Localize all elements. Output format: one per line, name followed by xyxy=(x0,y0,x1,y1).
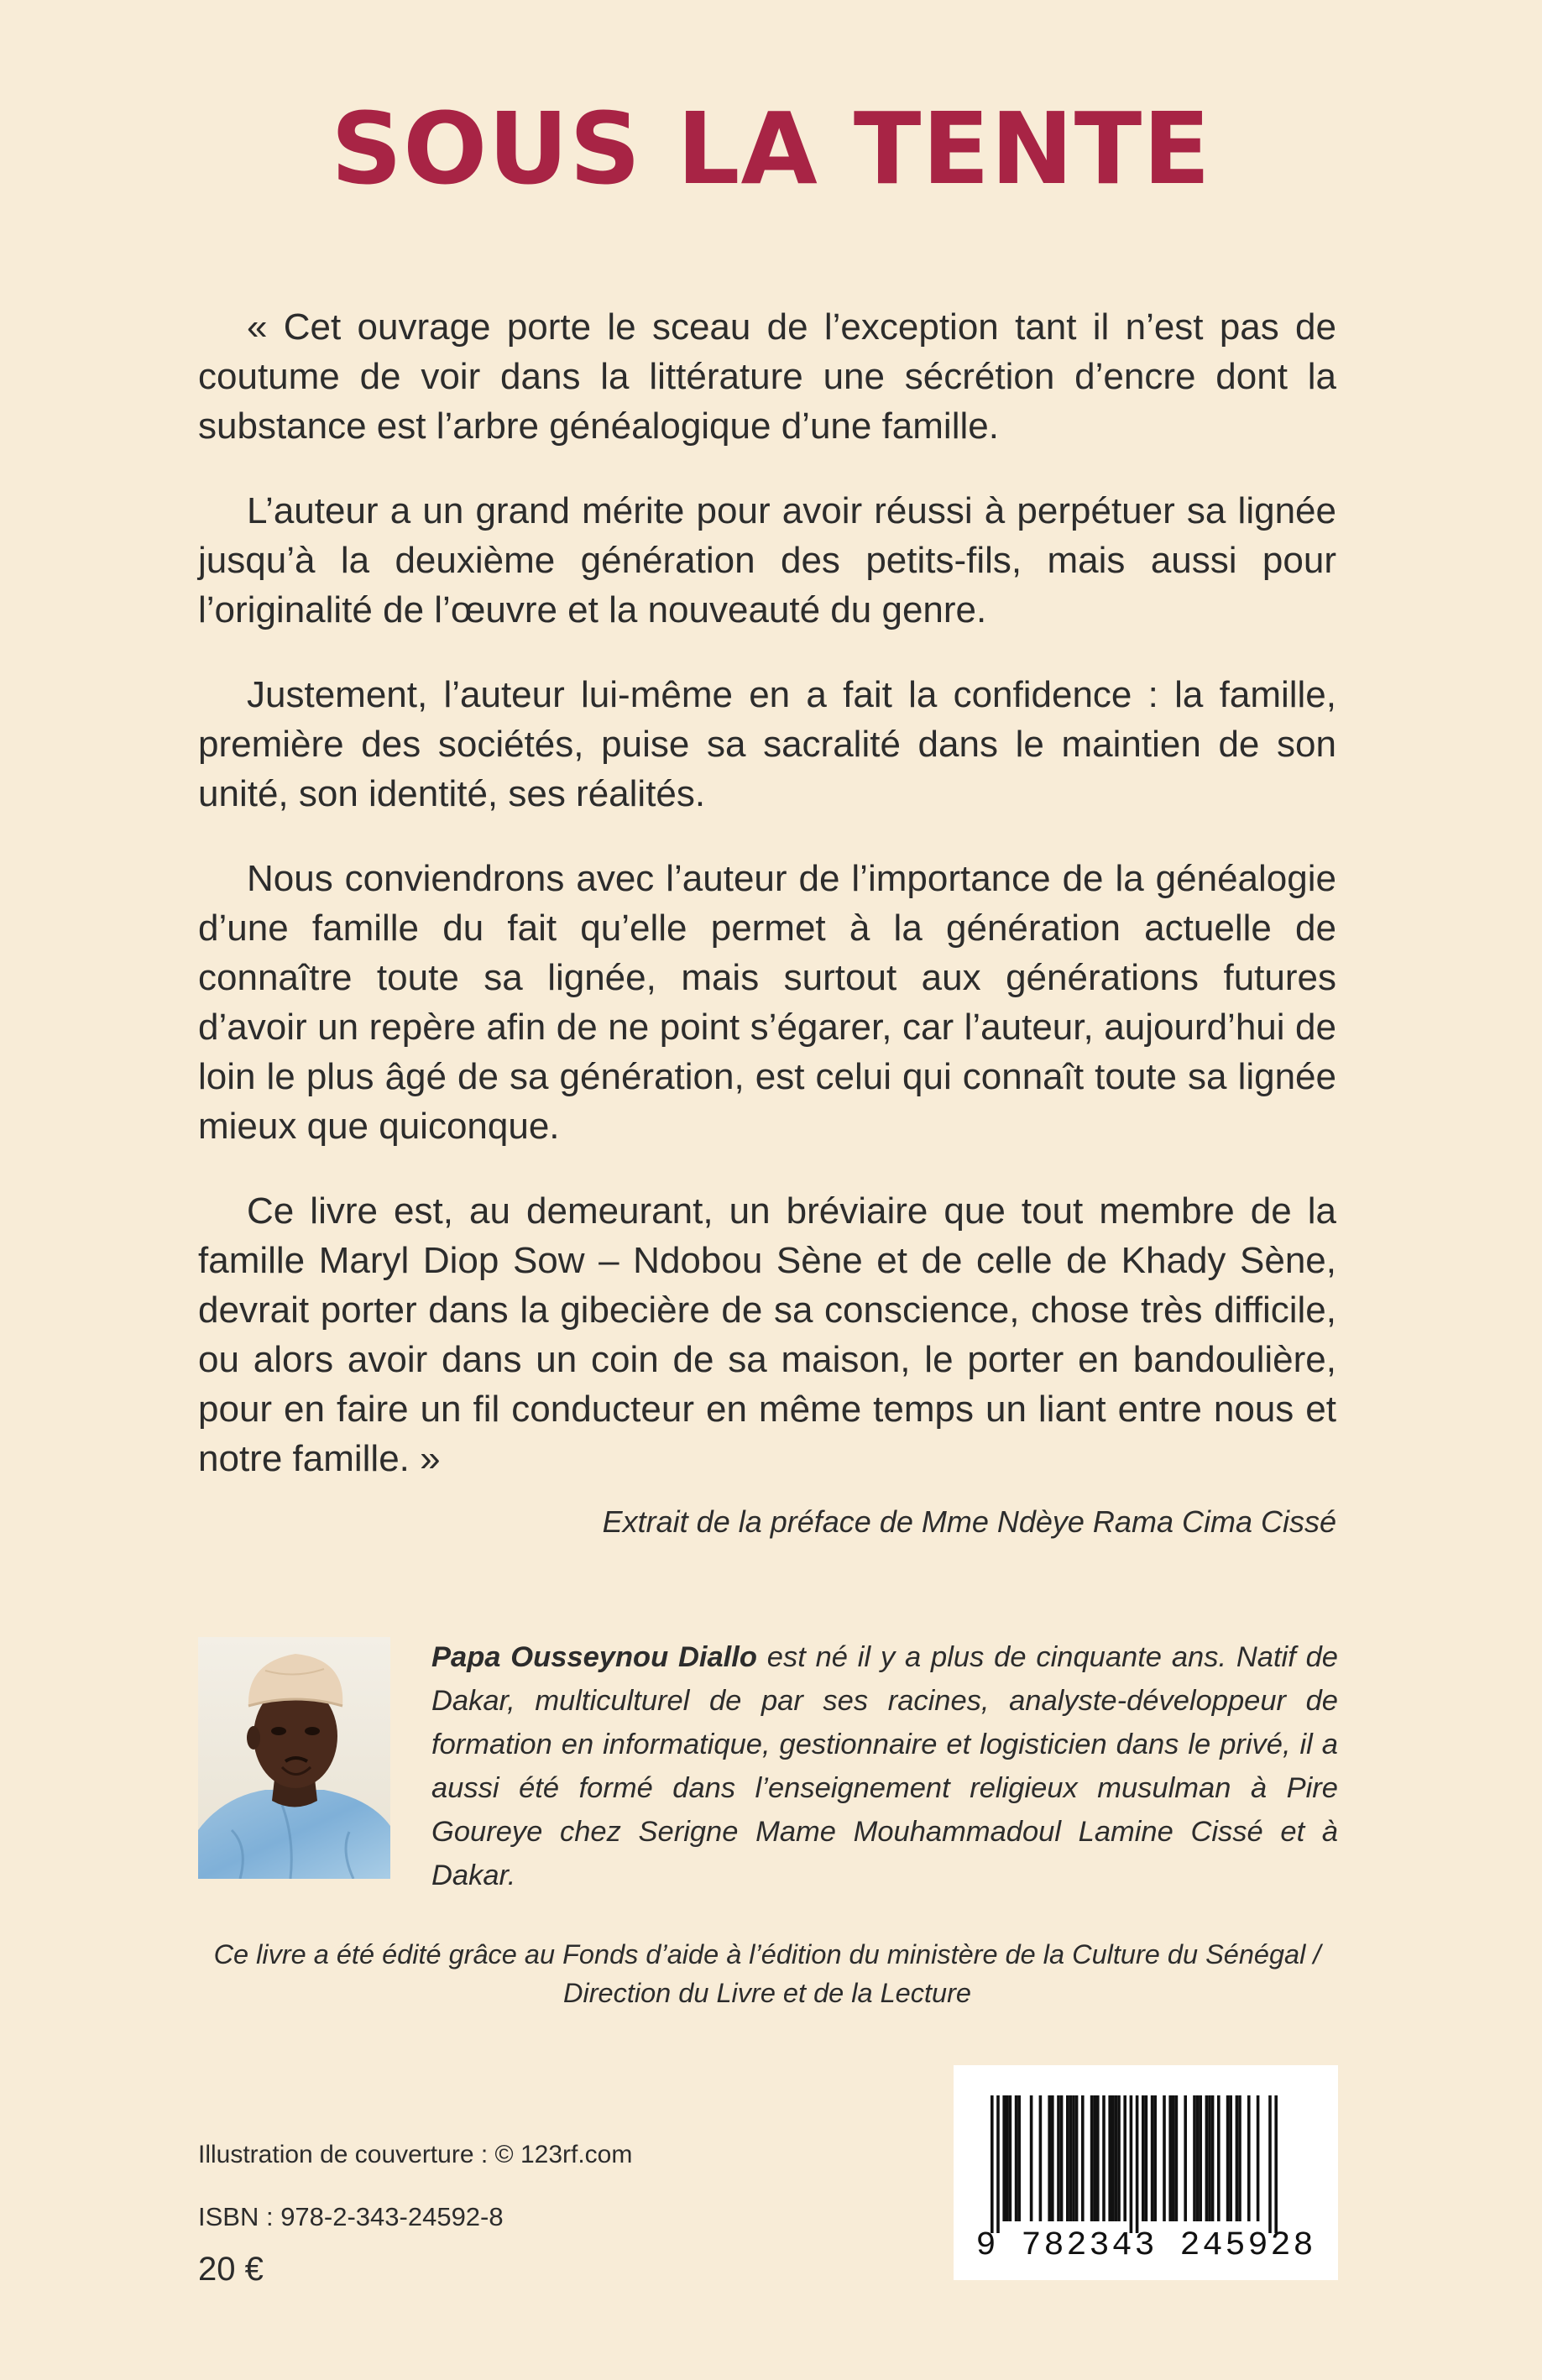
author-bio-text: est né il y a plus de cinquante ans. Natif de Dakar, multiculturel de par ses racines, analyste-développeur de formation en informatique, gestionnaire et logisticien dans le privé, il a aussi été formé dans l’enseignement religieux musulman à Pire Goureye chez Serigne Mame Mouhammadoul Lamine Cissé et à Dakar. xyxy=(431,1641,1338,1891)
barcode-bar xyxy=(991,2095,994,2233)
preface-paragraph: Nous conviendrons avec l’auteur de l’importance de la généalogie d’une famille du fait qu’elle permet à la génération actuelle de connaître toute sa lignée, mais surtout aux générations futures d’avoir un repère afin de ne point s’égarer, car l’auteur, aujourd’hui de loin le plus âgé de sa génération, est celui qui connaît toute sa lignée mieux que quiconque. xyxy=(198,858,1336,1147)
barcode-bar xyxy=(1247,2095,1251,2221)
barcode-bar xyxy=(1229,2095,1232,2221)
barcode-bar xyxy=(1205,2095,1209,2221)
barcode-bar xyxy=(1057,2095,1060,2221)
author-bio xyxy=(431,1635,1338,1897)
barcode-bar xyxy=(1066,2095,1069,2221)
barcode-bar xyxy=(1009,2095,1012,2221)
barcode-bar xyxy=(1130,2095,1133,2233)
author-photo xyxy=(198,1637,390,1879)
barcode-bar xyxy=(1145,2095,1148,2221)
barcode-bar xyxy=(1017,2095,1021,2221)
barcode-bar xyxy=(1072,2095,1075,2221)
barcode-bar xyxy=(1226,2095,1230,2221)
barcode-bar xyxy=(1093,2095,1096,2221)
barcode-bar xyxy=(1196,2095,1200,2221)
barcode-bar xyxy=(1142,2095,1145,2221)
barcode-bar xyxy=(1123,2095,1126,2221)
barcode-bar xyxy=(1208,2095,1211,2221)
barcode-bar xyxy=(996,2095,1000,2233)
barcode-bar xyxy=(1151,2095,1154,2221)
publication-support-note: Ce livre a été édité grâce au Fonds d’aide à l’édition du ministère de la Culture du Sénégal / Direction du Livre et de la Lecture xyxy=(213,1939,1321,2008)
barcode-bar xyxy=(1117,2095,1121,2221)
barcode-bar xyxy=(1060,2095,1064,2221)
barcode-bar xyxy=(1274,2095,1278,2233)
barcode-bar xyxy=(1030,2095,1033,2221)
barcode-bar xyxy=(1163,2095,1166,2221)
barcode-digits: 9 782343 245928 xyxy=(975,2227,1316,2265)
barcode-bar xyxy=(1175,2095,1179,2221)
barcode-bar xyxy=(1115,2095,1118,2221)
barcode-bar xyxy=(1153,2095,1157,2221)
barcode-bar xyxy=(1075,2095,1079,2221)
barcode-bar xyxy=(1172,2095,1175,2221)
cover-illustration-credit: Illustration de couverture : © 123rf.com xyxy=(198,2141,633,2168)
barcode-bar xyxy=(1096,2095,1100,2221)
barcode-bar xyxy=(1168,2095,1172,2221)
preface-paragraph: Justement, l’auteur lui-même en a fait la confidence : la famille, première des sociétés, puise sa sacralité dans le maintien de son unité, son identité, ses réalités. xyxy=(198,674,1336,814)
book-title: SOUS LA TENTE xyxy=(331,91,1211,207)
isbn: ISBN : 978-2-343-24592-8 xyxy=(198,2202,504,2231)
barcode-bar xyxy=(1006,2095,1009,2221)
price: 20 € xyxy=(198,2251,264,2288)
barcode-bar xyxy=(1217,2095,1221,2221)
preface-paragraph: Ce livre est, au demeurant, un bréviaire que tout membre de la famille Maryl Diop Sow – Ndobou Sène et de celle de Khady Sène, devrait porter dans la gibecière de sa conscience, chose très difficile, ou alors avoir dans un coin de sa maison, le porter en bandoulière, pour en faire un fil conducteur en même temps un liant entre nous et notre famille. » xyxy=(198,1190,1336,1479)
preface-attribution: Extrait de la préface de Mme Ndèye Rama Cima Cissé xyxy=(602,1504,1336,1539)
barcode-bar xyxy=(1236,2095,1239,2221)
barcode-bar xyxy=(1090,2095,1094,2221)
barcode-bar xyxy=(1039,2095,1043,2221)
preface-paragraph: L’auteur a un grand mérite pour avoir réussi à perpétuer sa lignée jusqu’à la deuxième génération des petits-fils, mais aussi pour l’originalité de l’œuvre et la nouveauté du genre. xyxy=(198,490,1336,630)
barcode-bar xyxy=(1257,2095,1260,2221)
barcode-bar xyxy=(1111,2095,1115,2221)
barcode xyxy=(954,2065,1338,2280)
barcode-bar xyxy=(1102,2095,1106,2221)
author-name: Papa Ousseynou Diallo xyxy=(431,1641,757,1673)
barcode-bar xyxy=(1069,2095,1073,2221)
barcode-bar xyxy=(1238,2095,1241,2221)
barcode-bar xyxy=(1136,2095,1139,2233)
barcode-bar xyxy=(1211,2095,1215,2221)
preface-paragraph: « Cet ouvrage porte le sceau de l’exception tant il n’est pas de coutume de voir dans la littérature une sécrétion d’encre dont la substance est l’arbre généalogique d’une famille. xyxy=(198,306,1336,447)
barcode-bar xyxy=(1108,2095,1111,2221)
barcode-bar xyxy=(1002,2095,1006,2221)
author-portrait-image xyxy=(198,1637,390,1879)
barcode-bar xyxy=(1268,2095,1272,2233)
barcode-bar xyxy=(1199,2095,1202,2221)
barcode-bar xyxy=(1184,2095,1187,2221)
barcode-bar xyxy=(1193,2095,1196,2221)
barcode-bar xyxy=(1081,2095,1085,2221)
barcode-bar xyxy=(1048,2095,1051,2221)
barcode-bar xyxy=(1015,2095,1018,2221)
barcode-bar xyxy=(1051,2095,1054,2221)
preface-excerpt xyxy=(198,302,1336,1540)
